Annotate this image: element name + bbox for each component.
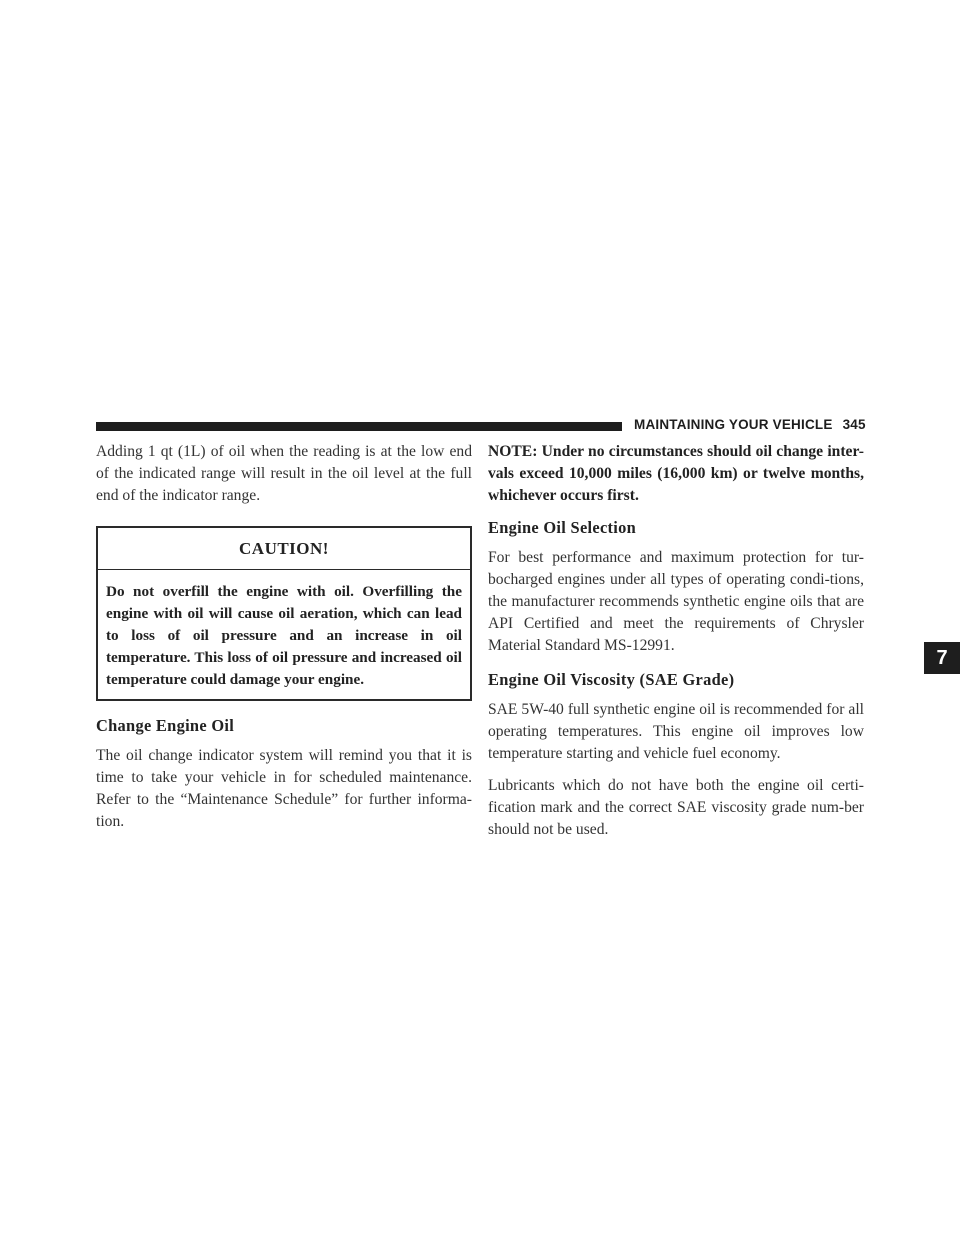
header-rule (96, 422, 622, 431)
oil-viscosity-paragraph: SAE 5W-40 full synthetic engine oil is recommended for all operating temperatures. This engine oil improves low temperature starting and vehicle fuel economy. (488, 701, 864, 762)
note-paragraph: NOTE: Under no circumstances should oil change inter-vals exceed 10,000 miles (16,000 km) or twelve months, whichever occurs first. (488, 443, 864, 504)
change-oil-heading: Change Engine Oil (96, 716, 235, 735)
oil-viscosity-heading: Engine Oil Viscosity (SAE Grade) (488, 670, 735, 689)
caution-body: Do not overfill the engine with oil. Overfilling the engine with oil will cause oil aeration, which can lead to loss of oil pressure and an increase in oil temperature. This loss of oil pressure and increased oil temperature could damage your engine. (106, 583, 462, 688)
oil-selection-paragraph: For best performance and maximum protection for tur-bocharged engines under all types of operating condi-tions, the manufacturer recommends synthetic engine oils that are API Certified and meet the requirements of Chrysler Material Standard MS-12991. (488, 549, 864, 654)
left-column (96, 441, 472, 833)
right-column (488, 441, 864, 841)
page-number: 345 (842, 417, 866, 432)
intro-paragraph: Adding 1 qt (1L) of oil when the reading is at the low end of the indicated range will result in the oil level at the full end of the indicator range. (96, 443, 472, 504)
page-header (634, 417, 866, 432)
caution-box (96, 526, 472, 701)
chapter-tab: 7 (924, 642, 960, 674)
lubricants-paragraph: Lubricants which do not have both the engine oil certi-fication mark and the correct SAE viscosity grade num-ber should not be used. (488, 777, 864, 838)
change-oil-paragraph: The oil change indicator system will remind you that it is time to take your vehicle in for scheduled maintenance. Refer to the “Maintenance Schedule” for further informa-tion. (96, 747, 472, 830)
caution-title: CAUTION! (98, 528, 470, 570)
oil-selection-heading: Engine Oil Selection (488, 518, 637, 537)
section-title: MAINTAINING YOUR VEHICLE (634, 417, 833, 432)
